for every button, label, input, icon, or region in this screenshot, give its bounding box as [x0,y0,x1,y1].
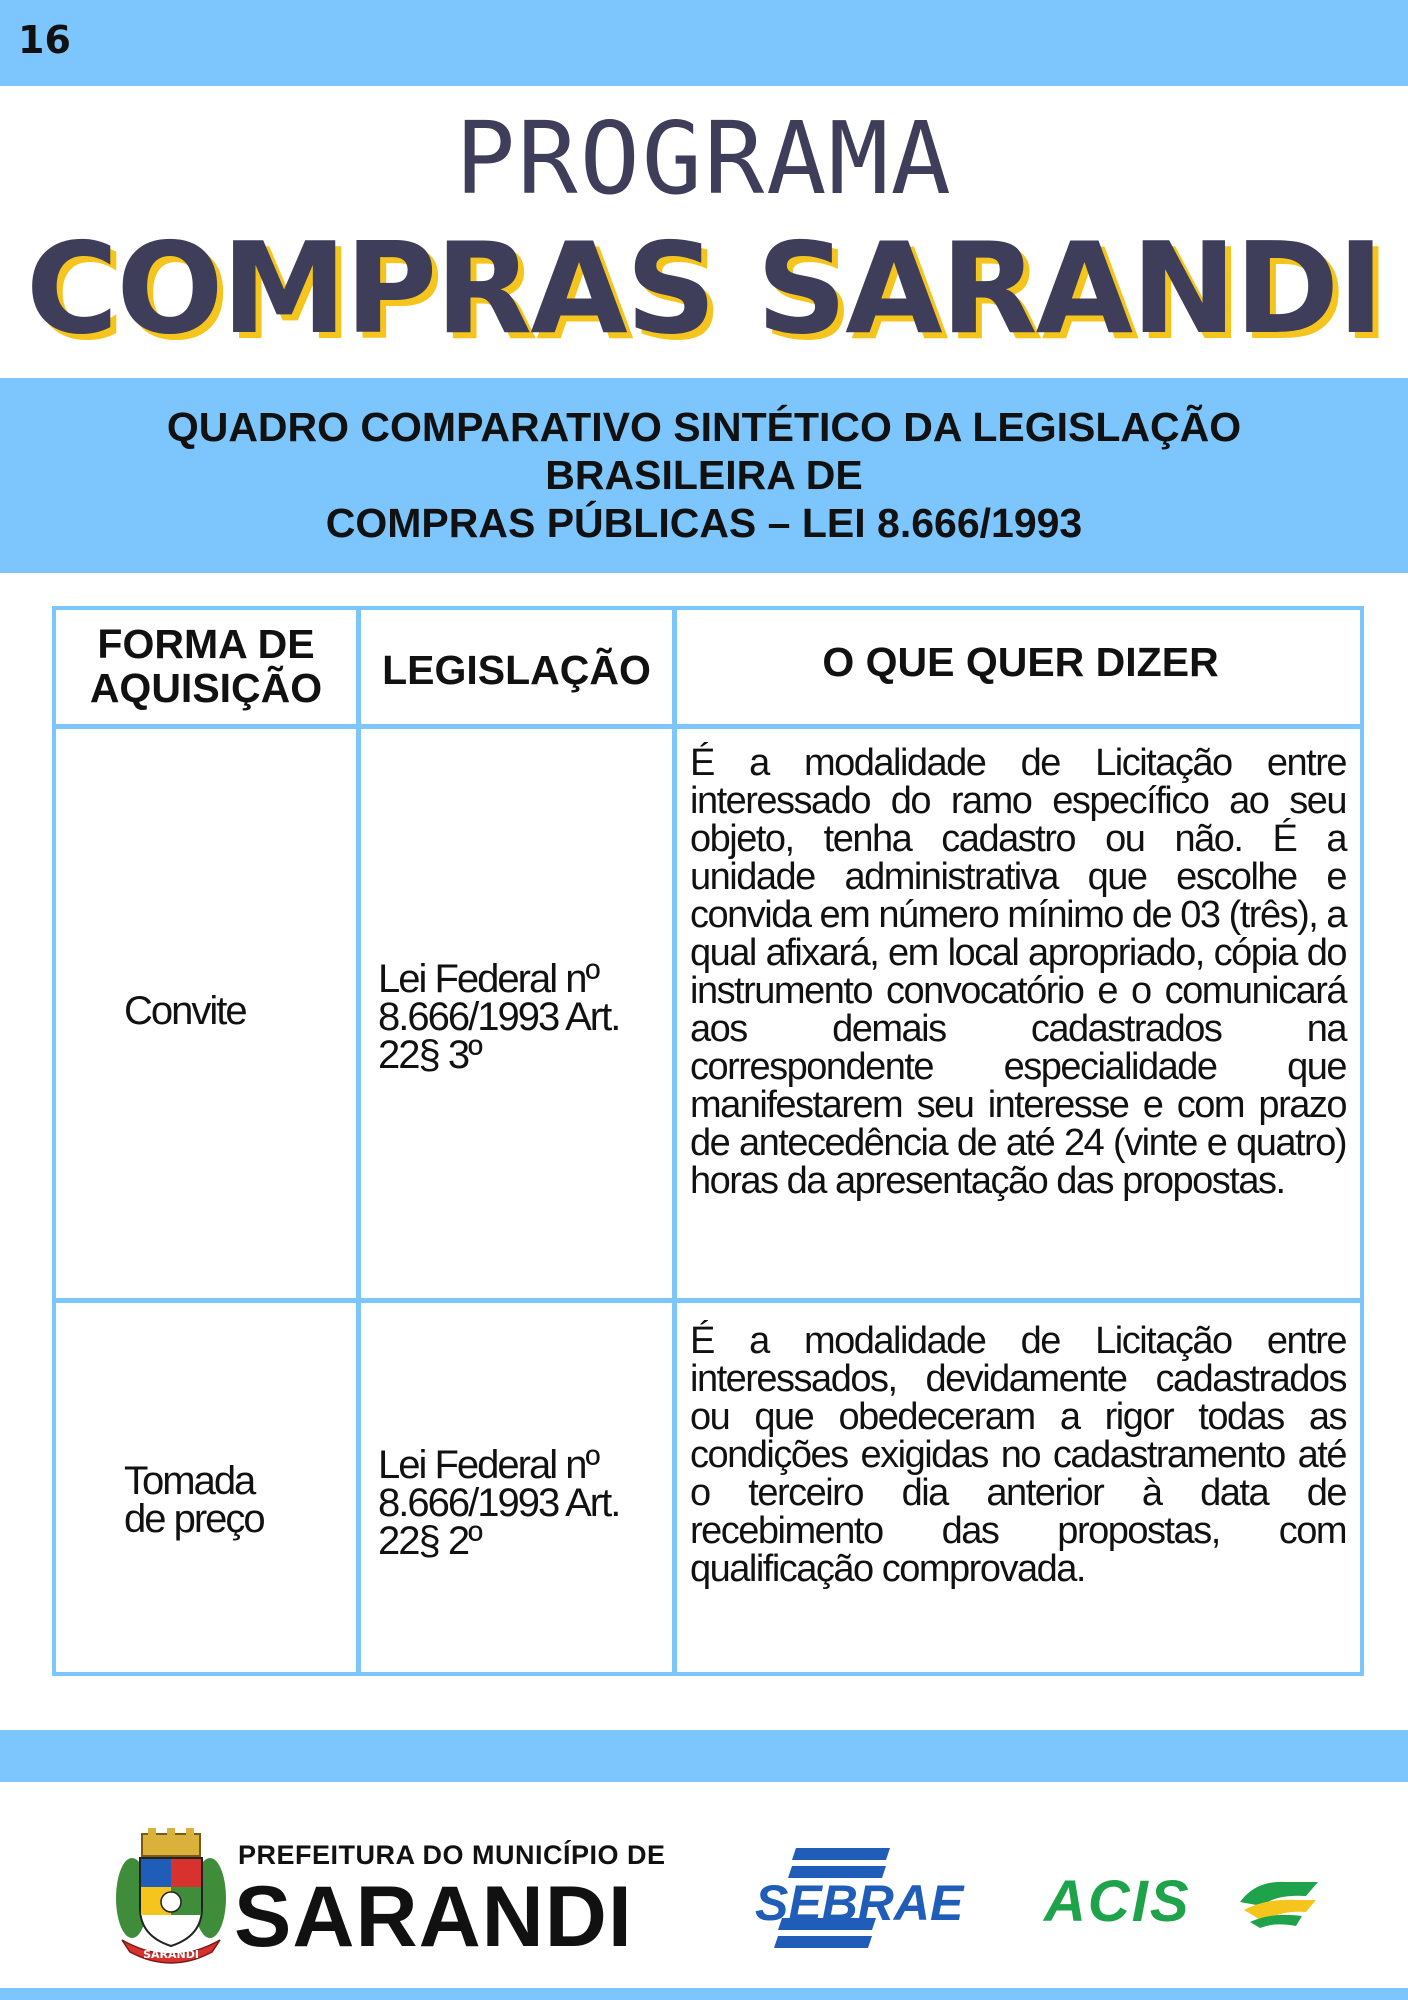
row1-legislacao [378,957,620,1077]
comparison-table [52,606,1364,1676]
page-number: 16 [18,18,71,62]
row2-legislacao [378,1443,620,1563]
bottom-band [0,1988,1408,2000]
row2-legislacao-line2: 8.666/1993 Art. [378,1481,620,1525]
row2-forma [124,1459,264,1541]
row1-descricao: É a modalidade de Licitação entre interessado do ramo específico ao seu objeto, tenha cadastro ou não. É a unidade administrativa que escolhe e convida em número mínimo de 03 (três), a qual afixará, em local apropriado, cópia do instrumento convocatório e o comunicará aos demais cadastrados na correspondente especialidade que manifestarem seu interesse e com prazo de antecedência de até 24 (vinte e quatro) horas da apresentação das propostas. [690,742,1346,1202]
row2-descricao: É a modalidade de Licitação entre interessados, devidamente cadastrados ou que obedeceram a rigor todas as condições exigidas no cadastramento até o terceiro dia anterior à data de recebimento das propostas, com qualificação comprovada. [690,1320,1346,1590]
subtitle-band [0,378,1408,573]
prefeitura-name: SARANDI [234,1869,633,1965]
subtitle-line-2: BRASILEIRA DE [545,452,863,498]
row2-legislacao-line3: 22§ 2º [378,1519,481,1563]
prefeitura-label: PREFEITURA DO MUNICÍPIO DE [238,1840,666,1870]
header-descricao: O QUE QUER DIZER [822,639,1219,685]
row2-forma-line2: de preço [124,1497,264,1541]
acis-logo-text: ACIS [1044,1869,1191,1934]
program-label: PROGRAMA [455,100,953,217]
row1-legislacao-line1: Lei Federal nº [378,957,599,1001]
program-title: COMPRAS SARANDI [25,215,1383,362]
col-divider-1 [356,610,361,1672]
acis-logo-icon [1236,1876,1322,1928]
row2-forma-line1: Tomada [124,1459,255,1503]
header-forma [56,622,356,710]
row-divider [56,1298,1360,1303]
subtitle-line-1: QUADRO COMPARATIVO SINTÉTICO DA LEGISLAÇÃO [166,404,1242,450]
header-legislacao: LEGISLAÇÃO [382,647,651,693]
sebrae-logo-text: SEBRAE [755,1875,964,1931]
crest-ribbon-text: SARANDI [143,1948,199,1961]
footer-band [0,1730,1408,1782]
row2-legislacao-line1: Lei Federal nº [378,1443,599,1487]
header-divider [56,724,1360,729]
subtitle-line-3: COMPRAS PÚBLICAS – LEI 8.666/1993 [325,500,1083,546]
row1-forma: Convite [124,989,246,1033]
header-forma-line2: AQUISIÇÃO [89,665,323,711]
header-forma-line1: FORMA DE [97,621,315,667]
col-divider-2 [672,610,677,1672]
row1-legislacao-line2: 8.666/1993 Art. [378,995,620,1039]
prefeitura-crest-icon [112,1828,230,1968]
row1-legislacao-line3: 22§ 3º [378,1033,481,1077]
top-band [0,0,1408,86]
